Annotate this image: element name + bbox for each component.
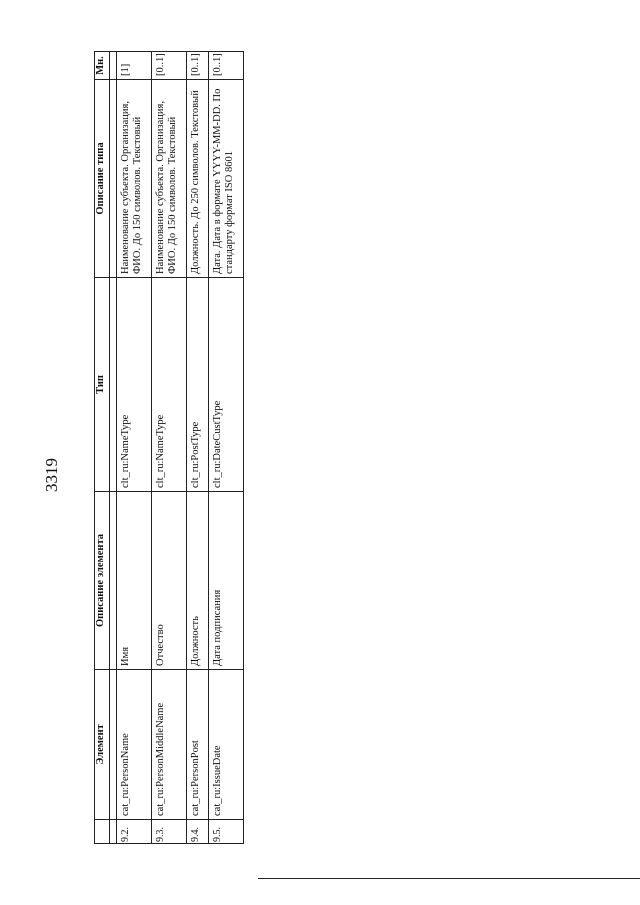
cell-element: cat_ru:PersonName	[117, 670, 152, 820]
cell-multiplicity: [0..1]	[187, 52, 209, 80]
cell-element-description: Отчество	[152, 492, 187, 670]
cell-multiplicity: [0..1]	[208, 52, 243, 80]
header-number	[95, 820, 110, 844]
cell-type-description: Наименование субъекта. Организация, ФИО. До 150 символов. Текстовый	[117, 80, 152, 278]
table-row	[208, 52, 243, 844]
spacer-cell	[110, 278, 117, 492]
cell-type-description: Наименование субъекта. Организация, ФИО. До 150 символов. Текстовый	[152, 80, 187, 278]
header-element-description: Описание элемента	[95, 492, 110, 670]
spacer-cell	[110, 492, 117, 670]
header-type-description: Описание типа	[95, 80, 110, 278]
cell-type: clt_ru:NameType	[117, 278, 152, 492]
cell-element: cat_ru:PersonMiddleName	[152, 670, 187, 820]
page-number: 3319	[42, 458, 61, 492]
header-multiplicity: Мн.	[95, 52, 110, 80]
cell-type: clt_ru:DateCustType	[208, 278, 243, 492]
cell-element: cat_ru:IssueDate	[208, 670, 243, 820]
cell-number: 9.4.	[187, 820, 209, 844]
header-type: Тип	[95, 278, 110, 492]
cell-number: 9.2.	[117, 820, 152, 844]
cell-element-description: Имя	[117, 492, 152, 670]
table-row	[152, 52, 187, 844]
cell-element-description: Должность	[187, 492, 209, 670]
cell-element-description: Дата подписания	[208, 492, 243, 670]
cell-type-description: Дата. Дата в формате YYYY-MM-DD. По стандарту формат ISO 8601	[208, 80, 243, 278]
table-header-row	[95, 52, 110, 844]
cell-number: 9.3.	[152, 820, 187, 844]
spacer-cell	[110, 80, 117, 278]
element-table	[94, 51, 244, 844]
cell-type: clt_ru:PostType	[187, 278, 209, 492]
table-container	[94, 52, 244, 844]
cell-element: cat_ru:PersonPost	[187, 670, 209, 820]
table-row	[187, 52, 209, 844]
table-spacer-row	[110, 52, 117, 844]
footer-rule	[258, 878, 640, 879]
cell-type: clt_ru:NameType	[152, 278, 187, 492]
cell-type-description: Должность. До 250 символов. Текстовый	[187, 80, 209, 278]
header-element: Элемент	[95, 670, 110, 820]
cell-number: 9.5.	[208, 820, 243, 844]
cell-multiplicity: [0..1]	[152, 52, 187, 80]
spacer-cell	[110, 52, 117, 80]
spacer-cell	[110, 820, 117, 844]
cell-multiplicity: [1]	[117, 52, 152, 80]
spacer-cell	[110, 670, 117, 820]
rotated-table-frame	[94, 52, 244, 844]
table-row	[117, 52, 152, 844]
